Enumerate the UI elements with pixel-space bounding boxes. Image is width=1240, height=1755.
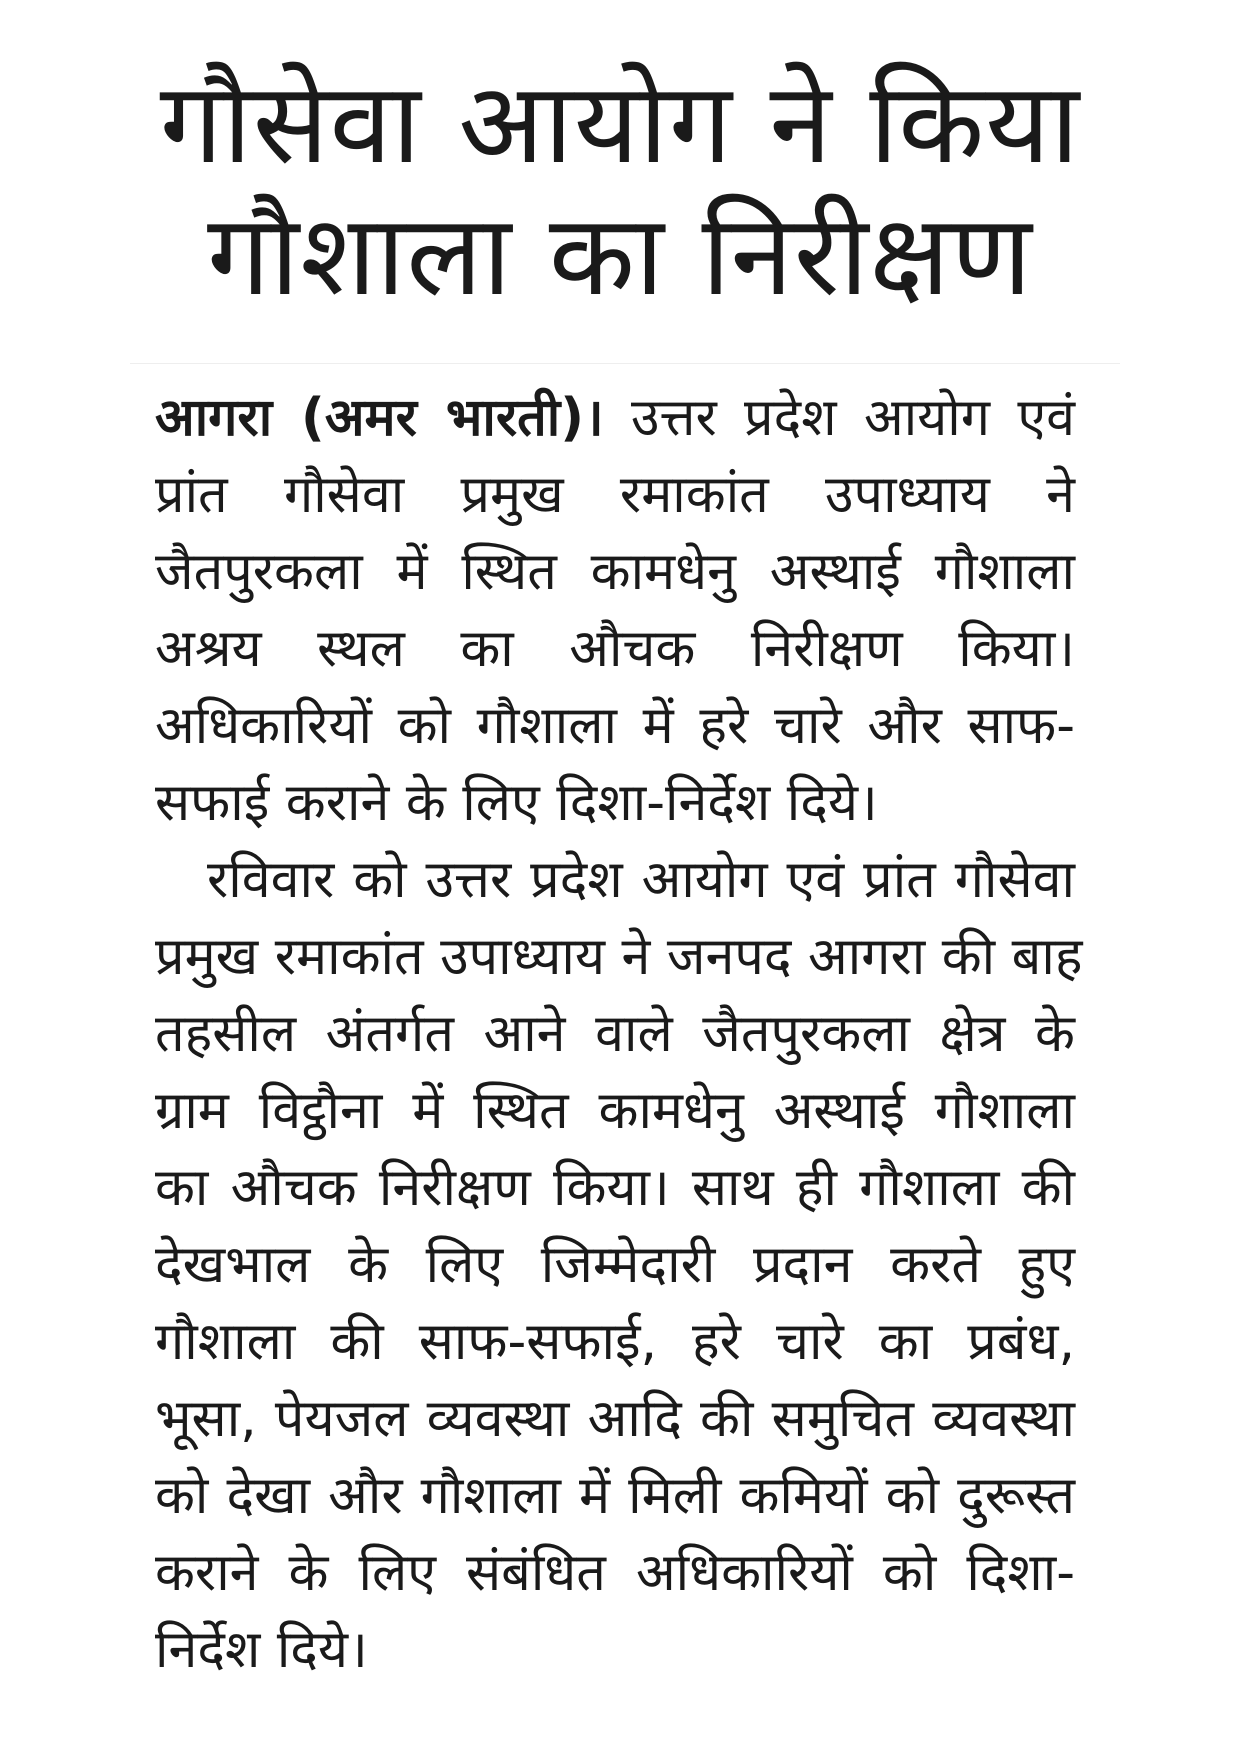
paragraph-1-line-1 bbox=[155, 380, 1075, 457]
dateline: आगरा (अमर भारती)। bbox=[155, 388, 604, 448]
paragraph-2-line-10: कराने के लिए संबंधित अधिकारियों को दिशा- bbox=[155, 1543, 1075, 1603]
paragraph-1-line-2: प्रांत गौसेवा प्रमुख रमाकांत उपाध्याय ने bbox=[155, 465, 1075, 525]
headline-line-2: गौशाला का निरीक्षण bbox=[207, 191, 1033, 321]
paragraph-1-line-3: जैतपुरकला में स्थित कामधेनु अस्थाई गौशाला bbox=[155, 542, 1075, 602]
paragraph-1-line-1-text: उत्तर प्रदेश आयोग एवं bbox=[603, 388, 1075, 448]
headline-divider bbox=[130, 363, 1120, 364]
paragraph-1-line-6: सफाई कराने के लिए दिशा-निर्देश दिये। bbox=[155, 773, 878, 833]
paragraph-2-line-1: रविवार को उत्तर प्रदेश आयोग एवं प्रांत गौसेवा bbox=[207, 850, 1075, 910]
paragraph-2-line-9: को देखा और गौशाला में मिली कमियों को दुरूस्त bbox=[155, 1466, 1075, 1526]
headline bbox=[120, 58, 1120, 322]
paragraph-1 bbox=[155, 380, 1075, 842]
paragraph-1-line-4: अश्रय स्थल का औचक निरीक्षण किया। bbox=[155, 619, 1075, 679]
paragraph-2 bbox=[155, 842, 1083, 1689]
article-body bbox=[155, 380, 1083, 1689]
headline-line-1: गौसेवा आयोग ने किया bbox=[159, 59, 1081, 189]
paragraph-2-line-3: तहसील अंतर्गत आने वाले जैतपुरकला क्षेत्र के bbox=[155, 1004, 1075, 1064]
paragraph-2-line-2: प्रमुख रमाकांत उपाध्याय ने जनपद आगरा की बाह bbox=[155, 927, 1083, 987]
paragraph-2-line-5: का औचक निरीक्षण किया। साथ ही गौशाला की bbox=[155, 1158, 1075, 1218]
paragraph-2-line-11: निर्देश दिये। bbox=[155, 1620, 368, 1680]
paragraph-2-line-7: गौशाला की साफ-सफाई, हरे चारे का प्रबंध, bbox=[155, 1312, 1075, 1372]
paragraph-2-line-8: भूसा, पेयजल व्यवस्था आदि की समुचित व्यवस्था bbox=[155, 1389, 1075, 1449]
paragraph-2-line-4: ग्राम विट्ठौना में स्थित कामधेनु अस्थाई गौशाला bbox=[155, 1081, 1075, 1141]
paragraph-2-line-6: देखभाल के लिए जिम्मेदारी प्रदान करते हुए bbox=[155, 1235, 1075, 1295]
paragraph-1-line-5: अधिकारियों को गौशाला में हरे चारे और साफ- bbox=[155, 696, 1075, 756]
